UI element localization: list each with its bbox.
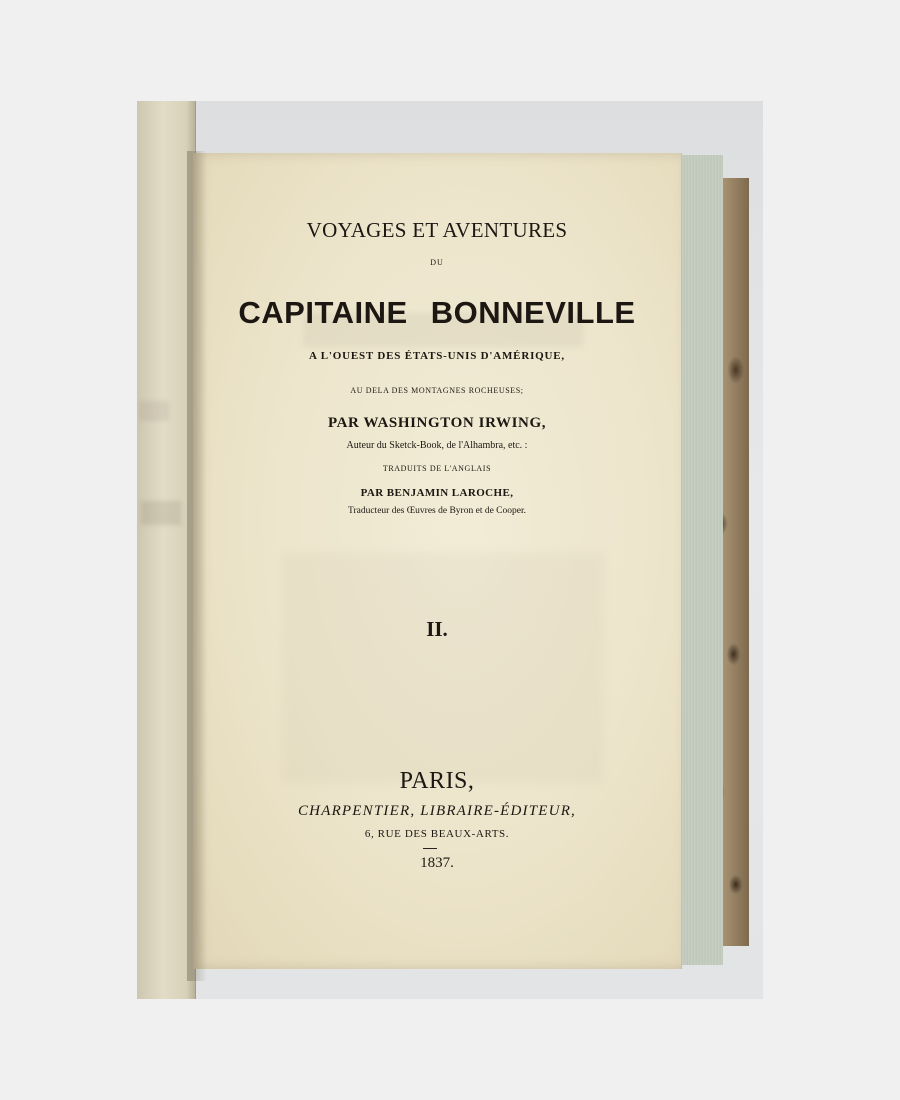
author-note: Auteur du Sketck-Book, de l'Alhambra, etc. :	[346, 440, 528, 451]
volume-number: II.	[426, 617, 448, 641]
book-photo	[137, 101, 763, 999]
author-line: PAR WASHINGTON IRWING,	[327, 415, 547, 431]
page-edges	[674, 155, 723, 965]
translator-note: Traducteur des Œuvres de Byron et de Cooper.	[347, 506, 526, 516]
left-page-show-through	[141, 501, 181, 525]
divider	[423, 848, 437, 849]
city: PARIS,	[399, 768, 475, 794]
title-page	[193, 153, 681, 969]
left-page-show-through	[139, 401, 169, 421]
translator-line: PAR BENJAMIN LAROCHE,	[360, 487, 514, 499]
publisher: CHARPENTIER, LIBRAIRE-ÉDITEUR,	[297, 803, 577, 819]
show-through-shadow	[283, 553, 603, 783]
subtitle-line-2: AU DELA DES MONTAGNES ROCHEUSES;	[350, 386, 524, 395]
address: 6, RUE DES BEAUX-ARTS.	[364, 828, 510, 840]
title-du: DU	[430, 258, 444, 267]
subtitle-line: A L'OUEST DES ÉTATS-UNIS D'AMÉRIQUE,	[309, 350, 565, 362]
gutter-shadow	[187, 151, 207, 981]
main-title: CAPITAINE BONNEVILLE	[238, 295, 636, 330]
year: 1837.	[420, 855, 454, 871]
translated-line: TRADUITS DE L'ANGLAIS	[382, 464, 492, 473]
title-line: VOYAGES ET AVENTURES	[306, 218, 568, 242]
